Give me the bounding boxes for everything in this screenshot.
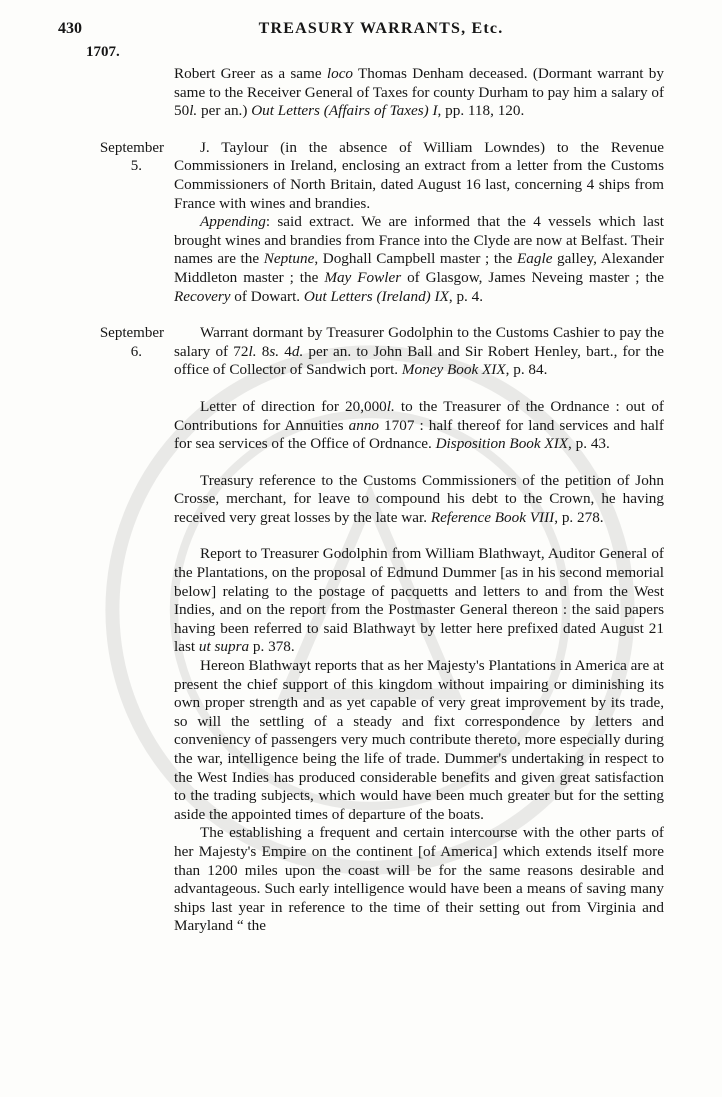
entry [174,398,664,454]
document-body [99,65,665,954]
entry-paragraph: J. Taylour (in the absence of William Lowndes) to the Revenue Commissioners in Ireland, enclosing an extract from a letter from the Customs Commissioners of North Britain, dated August 16 last, concerning 4 ships from France with wines and brandies. [174,138,664,212]
entry [174,65,664,121]
page-number: 430 [58,20,82,37]
page-header [0,20,722,46]
entry [99,138,665,306]
entry-paragraph: Warrant dormant by Treasurer Godolphin to the Customs Cashier to pay the salary of 72l. 8s. 4d. per an. to John Ball and Sir Robert Henley, bart., for the office of Collector of Sandwich port. Money Book XIX, p. 84. [174,324,665,379]
margin-date-month: September [99,325,164,342]
margin-date-day: 5. [130,158,142,175]
entry-paragraph: Robert Greer as a same loco Thomas Denham deceased. (Dormant warrant by same to the Receiver General of Taxes for county Durham to pay him a salary of 50l. per an.) Out Letters (Affairs of Taxes) I, pp. 118, 120. [174,65,664,120]
margin-date-day: 6. [130,343,142,360]
entry-paragraph: The establishing a frequent and certain intercourse with the other parts of her Majesty's Empire on the continent [of America] which extends itself more than 1200 miles upon the coast will be for the same reasons desirable and advantageous. Such early intelligence would have been a means of saving many ships last year in reference to the time of their setting out from Virginia and Maryland “ the [174,824,664,935]
margin-date [74,324,164,361]
margin-date [74,139,164,176]
margin-date-month: September [99,139,164,156]
entry-paragraph: Treasury reference to the Customs Commissioners of the petition of John Crosse, merchant, for leave to compound his debt to the Crown, he having received very great losses by the late war. Reference Book VIII, p. 278. [174,471,664,526]
entry [174,472,664,528]
entry [99,324,665,380]
entry-paragraph: Hereon Blathwayt reports that as her Majesty's Plantations in America are at present the chief support of this kingdom without impairing or diminishing its own proper strength and as yet capable of very great improvement by its trade, so will the settling of a steady and fixt correspondence by letters and conveniency of passengers very much contribute thereto, more especially during the war, intelligence being the life of trade. Dummer's undertaking in respect to the West Indies has produced considerable benefits and given great satisfaction to the trading subjects, which would have been much greater but for the setting aside the appointed times of departure of the boats. [174,657,664,823]
entry-paragraph: Letter of direction for 20,000l. to the Treasurer of the Ordnance : out of Contributions for Annuities anno 1707 : half thereof for land services and half for sea services of the Office of Ordnance. Disposition Book XIX, p. 43. [174,397,664,453]
entry-paragraph: Appending: said extract. We are informed that the 4 vessels which last brought wines and brandies from France into the Clyde are now at Belfast. Their names are the Neptune, Doghall Campbell master ; the Eagle galley, Alexander Middleton master ; the May Fowler of Glasgow, James Neveing master ; the Recovery of Dowart. Out Letters (Ireland) IX, p. 4. [174,213,665,305]
entry [174,545,664,935]
margin-year: 1707. [86,44,120,60]
entry-paragraph: Report to Treasurer Godolphin from William Blathwayt, Auditor General of the Plantations, on the proposal of Edmund Dummer [as in his second memorial below] relating to the postage of pacquetts and letters to and from the West Indies, and on the report from the Postmaster General thereon : the said papers having been referred to said Blathwayt by letter here prefixed dated August 21 last ut supra p. 378. [174,545,664,656]
running-title: TREASURY WARRANTS, Etc. [258,20,504,37]
